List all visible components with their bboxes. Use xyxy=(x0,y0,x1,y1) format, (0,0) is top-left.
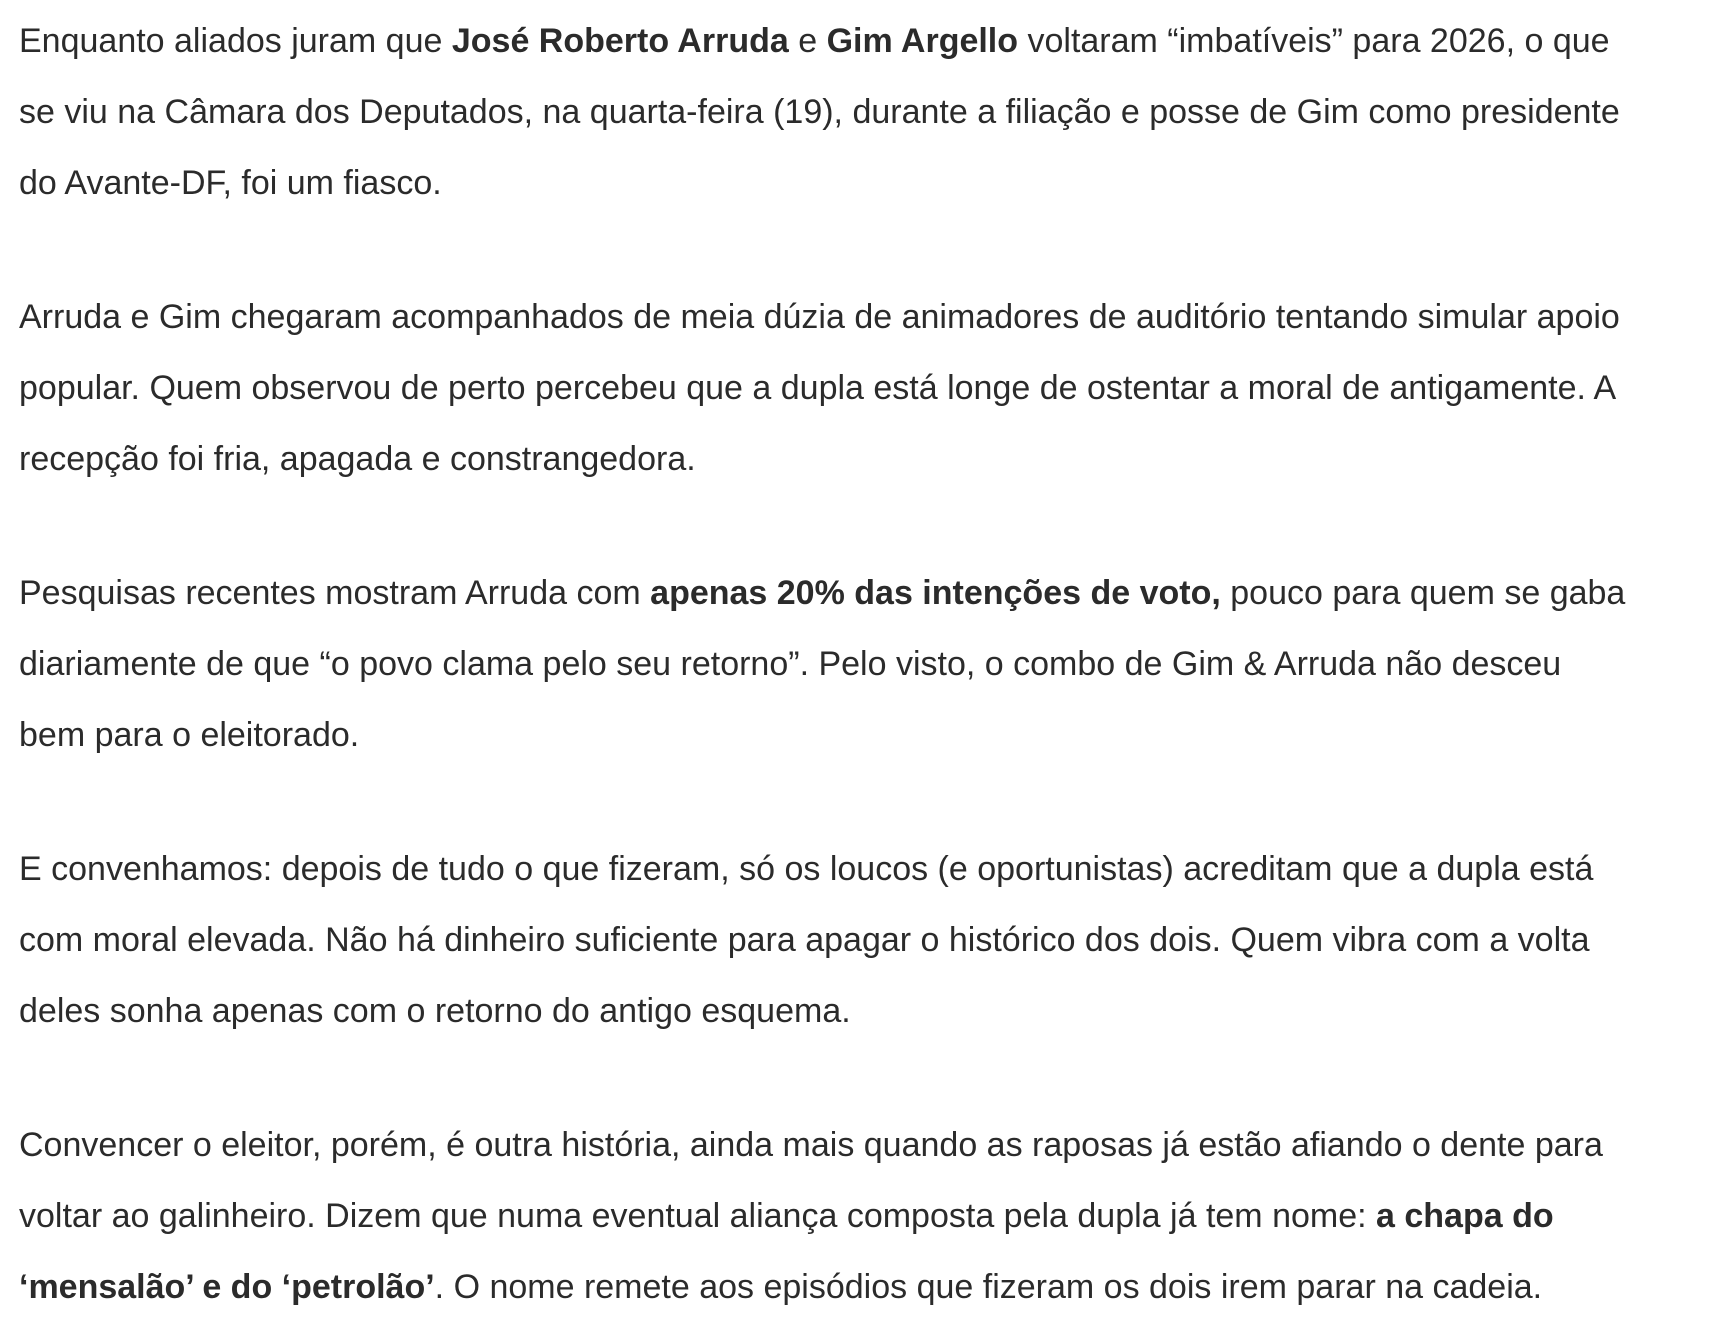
paragraph-line xyxy=(19,6,1699,77)
bold-name-gim-argello: Gim Argello xyxy=(826,22,1019,60)
bold-chapa-name: a chapa do xyxy=(1376,1197,1554,1235)
text-run: se viu na Câmara dos Deputados, na quarta-feira (19), durante a filiação e posse de Gim como presidente xyxy=(19,93,1620,131)
text-run: pouco para quem se gaba xyxy=(1220,574,1626,612)
text-run: e xyxy=(788,22,827,60)
text-run: popular. Quem observou de perto percebeu que a dupla está longe de ostentar a moral de antigamente. A xyxy=(19,369,1617,407)
paragraph-line xyxy=(19,976,1699,1047)
text-run: Convencer o eleitor, porém, é outra história, ainda mais quando as raposas já estão afiando o dente para xyxy=(19,1126,1603,1164)
article-body xyxy=(19,6,1699,1323)
paragraph-line xyxy=(19,629,1699,700)
paragraph-line xyxy=(19,558,1699,629)
text-run: recepção foi fria, apagada e constrangedora. xyxy=(19,440,696,478)
paragraph-line xyxy=(19,1181,1699,1252)
paragraph-3 xyxy=(19,558,1699,771)
text-run: Arruda e Gim chegaram acompanhados de meia dúzia de animadores de auditório tentando simular apoio xyxy=(19,298,1620,336)
text-run: do Avante-DF, foi um fiasco. xyxy=(19,164,442,202)
text-run: com moral elevada. Não há dinheiro suficiente para apagar o histórico dos dois. Quem vibra com a volta xyxy=(19,921,1590,959)
paragraph-2 xyxy=(19,282,1699,495)
paragraph-line xyxy=(19,353,1699,424)
paragraph-1 xyxy=(19,6,1699,219)
paragraph-line xyxy=(19,1110,1699,1181)
bold-chapa-name: ‘mensalão’ e do ‘petrolão’ xyxy=(19,1268,435,1306)
paragraph-line xyxy=(19,282,1699,353)
paragraph-line xyxy=(19,1252,1699,1323)
paragraph-line xyxy=(19,148,1699,219)
paragraph-line xyxy=(19,700,1699,771)
paragraph-4 xyxy=(19,834,1699,1047)
paragraph-5 xyxy=(19,1110,1699,1323)
text-run: diariamente de que “o povo clama pelo seu retorno”. Pelo visto, o combo de Gim & Arruda não desceu xyxy=(19,645,1562,683)
paragraph-line xyxy=(19,905,1699,976)
text-run: voltar ao galinheiro. Dizem que numa eventual aliança composta pela dupla já tem nome: xyxy=(19,1197,1377,1235)
bold-poll-figure: apenas 20% das intenções de voto, xyxy=(650,574,1221,612)
text-run: deles sonha apenas com o retorno do antigo esquema. xyxy=(19,992,851,1030)
paragraph-line xyxy=(19,424,1699,495)
text-run: E convenhamos: depois de tudo o que fizeram, só os loucos (e oportunistas) acreditam que a dupla está xyxy=(19,850,1594,888)
bold-name-jose-roberto-arruda: José Roberto Arruda xyxy=(451,22,789,60)
text-run: bem para o eleitorado. xyxy=(19,716,360,754)
paragraph-line xyxy=(19,834,1699,905)
text-run: Enquanto aliados juram que xyxy=(19,22,452,60)
text-run: Pesquisas recentes mostram Arruda com xyxy=(19,574,651,612)
text-run: . O nome remete aos episódios que fizeram os dois irem parar na cadeia. xyxy=(434,1268,1543,1306)
paragraph-line xyxy=(19,77,1699,148)
text-run: voltaram “imbatíveis” para 2026, o que xyxy=(1018,22,1610,60)
